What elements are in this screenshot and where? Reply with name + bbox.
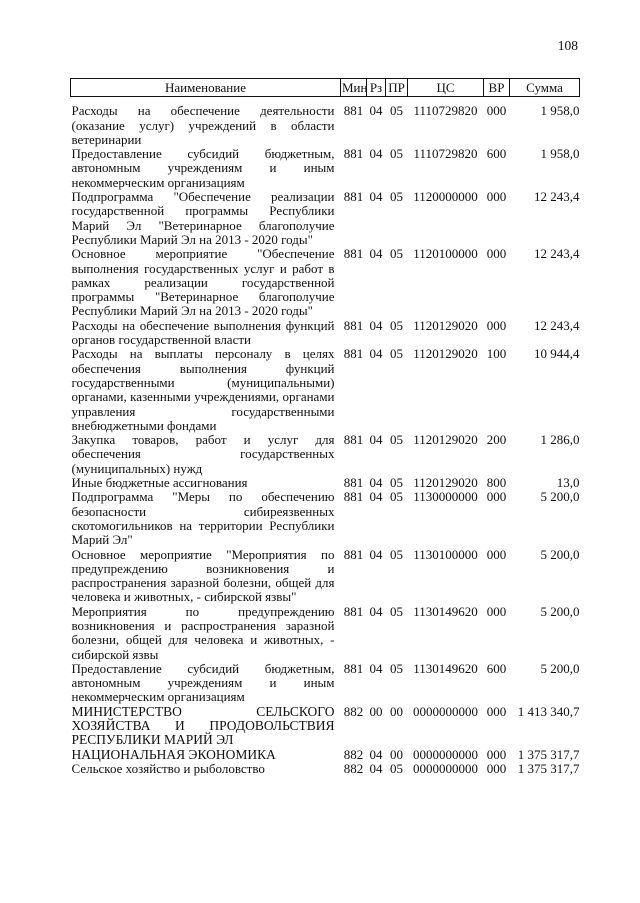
cell-name: Расходы на обеспечение выполнения функций органов государственной власти bbox=[71, 317, 335, 348]
cell-rz: 04 bbox=[369, 475, 383, 491]
cell-pr: 00 bbox=[390, 703, 403, 719]
cell-name: Основное мероприятие "Обеспечение выполнения государственных услуг и работ в рамках реализации государственной программы "Ветеринарное благополучие Республики Марий Эл на 2013 - 2020 годы" bbox=[71, 246, 335, 319]
cell-sum: 12 243,4 bbox=[534, 189, 580, 205]
cell-pr: 05 bbox=[390, 760, 403, 776]
cell-min: 881 bbox=[343, 189, 364, 205]
cell-name: Сельское хозяйство и рыболовство bbox=[71, 760, 265, 776]
cell-sum: 5 200,0 bbox=[540, 660, 580, 676]
cell-name: Расходы на обеспечение деятельности (оказание услуг) учреждений в области ветеринарии bbox=[71, 103, 335, 147]
cell-vr: 000 bbox=[486, 189, 507, 205]
cell-min: 881 bbox=[343, 146, 364, 162]
cell-rz: 00 bbox=[369, 703, 383, 719]
cell-name: МИНИСТЕРСТВО СЕЛЬСКОГО ХОЗЯЙСТВА И ПРОДОВОЛЬСТВИЯ РЕСПУБЛИКИ МАРИЙ ЭЛ bbox=[71, 703, 335, 748]
page-number: 108 bbox=[557, 38, 578, 53]
cell-sum: 10 944,4 bbox=[534, 346, 580, 362]
cell-pr: 00 bbox=[390, 746, 403, 762]
cell-cs: 1120129020 bbox=[413, 475, 478, 491]
cell-cs: 1120000000 bbox=[413, 189, 478, 205]
cell-vr: 000 bbox=[486, 703, 507, 719]
cell-vr: 600 bbox=[486, 660, 507, 676]
table-row bbox=[71, 97, 580, 147]
header-name: Наименование bbox=[71, 79, 341, 97]
cell-rz: 04 bbox=[369, 546, 383, 562]
cell-rz: 04 bbox=[369, 189, 383, 205]
cell-vr: 000 bbox=[486, 317, 507, 333]
cell-rz: 04 bbox=[369, 103, 383, 119]
cell-min: 882 bbox=[343, 703, 364, 719]
table-row bbox=[71, 748, 580, 762]
table-row bbox=[71, 147, 580, 190]
cell-name: Подпрограмма "Обеспечение реализации государственной программы Республики Марий Эл "Ветеринарное благополучие Республики Марий Эл на 2013 - 2020 годы" bbox=[71, 189, 335, 247]
cell-cs: 1130000000 bbox=[413, 489, 478, 505]
cell-min: 882 bbox=[343, 760, 364, 776]
cell-min: 882 bbox=[343, 746, 364, 762]
cell-cs: 0000000000 bbox=[413, 703, 478, 719]
cell-vr: 000 bbox=[486, 246, 507, 262]
cell-rz: 04 bbox=[369, 746, 383, 762]
cell-sum: 1 375 317,7 bbox=[517, 760, 580, 776]
table-row bbox=[71, 705, 580, 748]
cell-rz: 04 bbox=[369, 432, 383, 448]
cell-cs: 1110729820 bbox=[413, 103, 478, 119]
cell-vr: 200 bbox=[486, 432, 507, 448]
cell-vr: 000 bbox=[486, 546, 507, 562]
cell-pr: 05 bbox=[390, 103, 403, 119]
table-row bbox=[71, 247, 580, 318]
cell-rz: 04 bbox=[369, 246, 383, 262]
table-row bbox=[71, 433, 580, 476]
cell-sum: 13,0 bbox=[556, 475, 580, 491]
cell-sum: 1 958,0 bbox=[540, 103, 580, 119]
cell-vr: 000 bbox=[486, 603, 507, 619]
cell-pr: 05 bbox=[390, 189, 403, 205]
cell-pr: 05 bbox=[390, 546, 403, 562]
header-min: Мин bbox=[342, 80, 368, 95]
cell-pr: 05 bbox=[390, 489, 403, 505]
cell-min: 881 bbox=[343, 475, 364, 491]
cell-sum: 1 286,0 bbox=[540, 432, 580, 448]
cell-min: 881 bbox=[343, 103, 364, 119]
cell-min: 881 bbox=[343, 317, 364, 333]
budget-table bbox=[70, 78, 580, 776]
cell-sum: 1 958,0 bbox=[540, 146, 580, 162]
table-row bbox=[71, 319, 580, 348]
cell-pr: 05 bbox=[390, 432, 403, 448]
cell-sum: 5 200,0 bbox=[540, 546, 580, 562]
cell-rz: 04 bbox=[369, 146, 383, 162]
cell-rz: 04 bbox=[369, 346, 383, 362]
cell-min: 881 bbox=[343, 489, 364, 505]
cell-rz: 04 bbox=[369, 660, 383, 676]
cell-cs: 1130149620 bbox=[413, 660, 478, 676]
cell-cs: 1120129020 bbox=[413, 432, 478, 448]
cell-cs: 1130100000 bbox=[413, 546, 478, 562]
cell-name: Иные бюджетные ассигнования bbox=[71, 475, 248, 491]
header-vr: ВР bbox=[484, 79, 510, 97]
cell-rz: 04 bbox=[369, 489, 383, 505]
header-cs: ЦС bbox=[408, 79, 484, 97]
cell-sum: 5 200,0 bbox=[540, 489, 580, 505]
table-row bbox=[71, 762, 580, 776]
cell-cs: 1130149620 bbox=[413, 603, 478, 619]
table-row bbox=[71, 662, 580, 705]
cell-vr: 100 bbox=[486, 346, 507, 362]
cell-name: Подпрограмма "Меры по обеспечению безопасности сибиреязвенных скотомогильников на территории Республики Марий Эл" bbox=[71, 489, 335, 548]
cell-min: 881 bbox=[343, 246, 364, 262]
cell-vr: 800 bbox=[486, 475, 507, 491]
table-header-row bbox=[71, 79, 580, 97]
table-row bbox=[71, 605, 580, 662]
cell-name: Расходы на выплаты персоналу в целях обеспечения выполнения функций государственными (муниципальными) органами, казенными учреждениями, органами управления государственными внебюджетными фондами bbox=[71, 346, 335, 433]
cell-sum: 5 200,0 bbox=[540, 603, 580, 619]
cell-cs: 1120129020 bbox=[413, 346, 478, 362]
cell-min: 881 bbox=[343, 546, 364, 562]
cell-cs: 0000000000 bbox=[413, 746, 478, 762]
table-row bbox=[71, 548, 580, 605]
cell-name: Основное мероприятие "Мероприятия по предупреждению возникновения и распространения заразной болезни, общей для человека и животных, - сибирской язвы" bbox=[71, 546, 335, 605]
cell-pr: 05 bbox=[390, 603, 403, 619]
cell-name: Закупка товаров, работ и услуг для обеспечения государственных (муниципальных) нужд bbox=[71, 432, 335, 476]
cell-min: 881 bbox=[343, 432, 364, 448]
cell-name: Предоставление субсидий бюджетным, автономным учреждениям и иным некоммерческим организациям bbox=[71, 146, 335, 190]
cell-cs: 1120129020 bbox=[413, 317, 478, 333]
cell-pr: 05 bbox=[390, 146, 403, 162]
cell-sum: 1 375 317,7 bbox=[517, 746, 580, 762]
cell-sum: 1 413 340,7 bbox=[517, 703, 580, 719]
table-body bbox=[71, 97, 580, 776]
cell-name: Предоставление субсидий бюджетным, автономным учреждениям и иным некоммерческим организациям bbox=[71, 660, 335, 705]
header-pr: ПР bbox=[386, 79, 408, 97]
cell-cs: 0000000000 bbox=[413, 760, 478, 776]
table-row bbox=[71, 347, 580, 433]
cell-name: Мероприятия по предупреждению возникновения и распространения заразной болезни, общей для человека и животных, - сибирской язвы bbox=[71, 603, 335, 662]
cell-pr: 05 bbox=[390, 246, 403, 262]
cell-min: 881 bbox=[343, 603, 364, 619]
cell-vr: 000 bbox=[486, 746, 507, 762]
header-sum: Сумма bbox=[510, 79, 580, 97]
cell-vr: 000 bbox=[486, 103, 507, 119]
cell-rz: 04 bbox=[369, 760, 383, 776]
cell-min: 881 bbox=[343, 346, 364, 362]
cell-vr: 000 bbox=[486, 489, 507, 505]
cell-min: 881 bbox=[343, 660, 364, 676]
table-row bbox=[71, 190, 580, 247]
cell-pr: 05 bbox=[390, 475, 403, 491]
cell-pr: 05 bbox=[390, 660, 403, 676]
cell-sum: 12 243,4 bbox=[534, 317, 580, 333]
cell-rz: 04 bbox=[369, 603, 383, 619]
cell-rz: 04 bbox=[369, 317, 383, 333]
cell-vr: 600 bbox=[486, 146, 507, 162]
cell-cs: 1110729820 bbox=[413, 146, 478, 162]
header-rz: Рз bbox=[367, 79, 386, 97]
cell-vr: 000 bbox=[486, 760, 507, 776]
table-row bbox=[71, 490, 580, 547]
cell-sum: 12 243,4 bbox=[534, 246, 580, 262]
cell-pr: 05 bbox=[390, 346, 403, 362]
table-row bbox=[71, 476, 580, 490]
cell-name: НАЦИОНАЛЬНАЯ ЭКОНОМИКА bbox=[71, 746, 276, 762]
cell-cs: 1120100000 bbox=[413, 246, 478, 262]
cell-pr: 05 bbox=[390, 317, 403, 333]
